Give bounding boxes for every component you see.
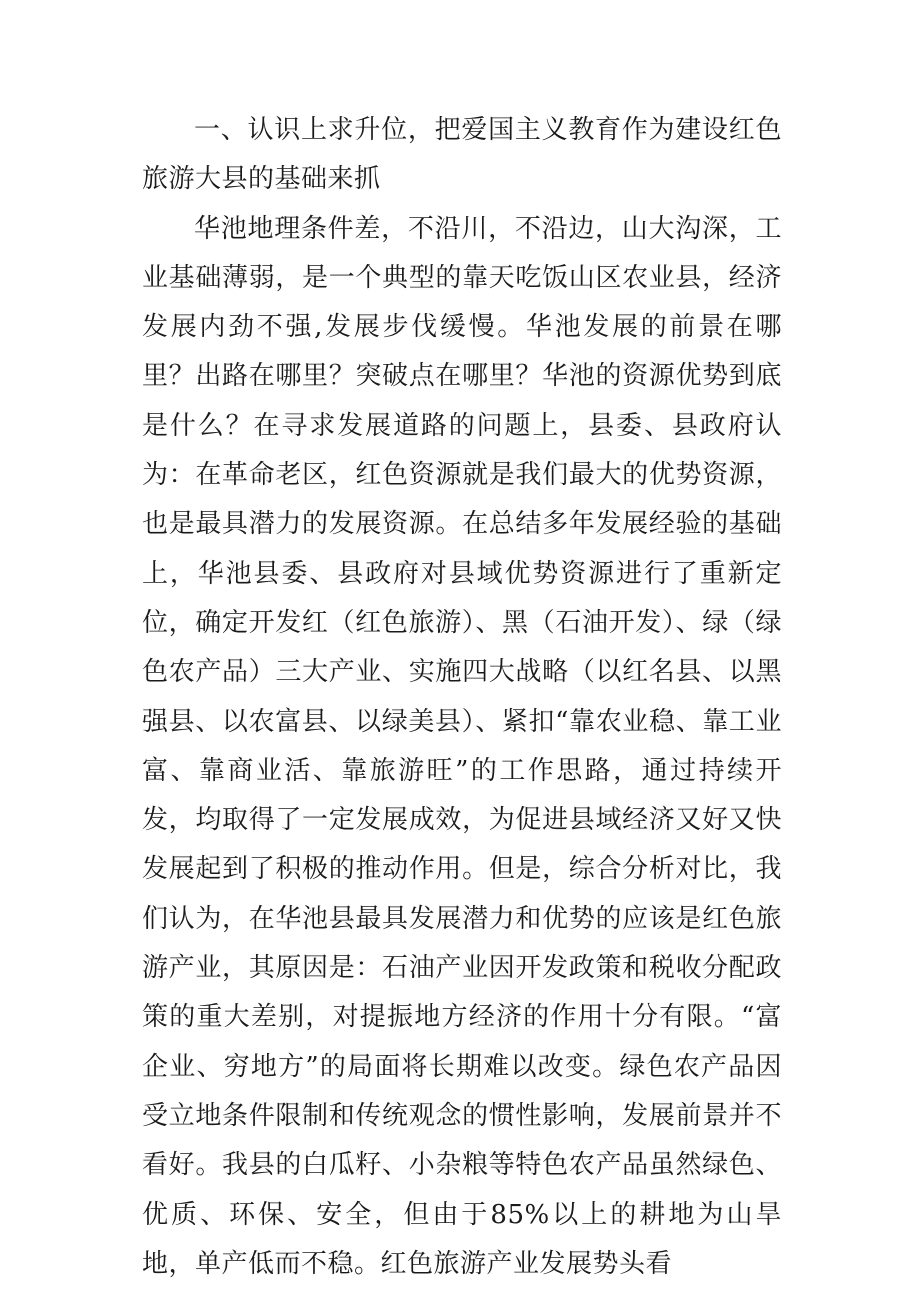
document-body xyxy=(142,106,782,1289)
section-heading: 一、认识上求升位，把爱国主义教育作为建设红色旅游大县的基础来抓 xyxy=(142,115,782,195)
body-paragraph: 华池地理条件差，不沿川，不沿边，山大沟深，工业基础薄弱，是一个典型的靠天吃饭山区农业县，经济发展内劲不强,发展步伐缓慢。华池发展的前景在哪里？出路在哪里？突破点在哪里？华池的资源优势到底是什么？在寻求发展道路的问题上，县委、县政府认为：在革命老区，红色资源就是我们最大的优势资源，也是最具潜力的发展资源。在总结多年发展经验的基础上，华池县委、县政府对县域优势资源进行了重新定位，确定开发红（红色旅游）、黑（石油开发）、绿（绿色农产品）三大产业、实施四大战略（以红名县、以黑强县、以农富县、以绿美县）、紧扣“靠农业稳、靠工业富、靠商业活、靠旅游旺”的工作思路，通过持续开发，均取得了一定发展成效，为促进县域经济又好又快发展起到了积极的推动作用。但是，综合分析对比，我们认为，在华池县最具发展潜力和优势的应该是红色旅游产业，其原因是：石油产业因开发政策和税收分配政策的重大差别，对提振地方经济的作用十分有限。“富企业、穷地方”的局面将长期难以改变。绿色农产品因受立地条件限制和传统观念的惯性影响，发展前景并不看好。我县的白瓜籽、小杂粮等特色农产品虽然绿色、优质、环保、安全，但由于85%以上的耕地为山旱地，单产低而不稳。红色旅游产业发展势头看 xyxy=(142,213,782,1279)
